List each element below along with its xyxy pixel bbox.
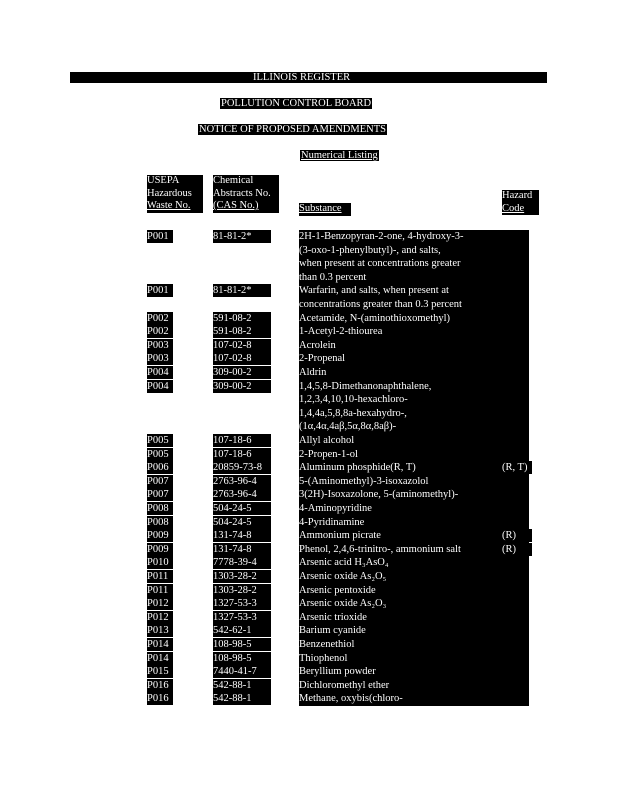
cas-number-cell: 107-02-8 (213, 339, 271, 352)
waste-code-cell: P015 (147, 665, 173, 678)
substance-line: Allyl alcohol (299, 435, 355, 446)
substance-line: 4-Aminopyridine (299, 503, 372, 514)
column-header-usepa (147, 175, 203, 213)
cas-number-cell: 2763-96-4 (213, 488, 271, 501)
substance-line: than 0.3 percent (299, 271, 367, 283)
cas-number-cell: 108-98-5 (213, 638, 271, 651)
column-header-line: Code (502, 202, 525, 214)
substance-line: Arsenic trioxide (299, 611, 367, 623)
substance-line: 1-Acetyl-2-thiourea (299, 326, 383, 338)
column-header-line: Hazardous (147, 187, 192, 199)
cas-number-cell: 1327-53-3 (213, 597, 271, 610)
hazard-code-cell: (R, T) (502, 461, 532, 474)
register-title: ILLINOIS REGISTER (253, 72, 351, 83)
substance-line: 5-(Aminomethyl)-3-isoxazolol (299, 475, 429, 487)
waste-code-cell: P002 (147, 325, 173, 338)
substance-line: Aluminum phosphide(R, T) (299, 462, 416, 474)
substance-line: 2-Propenal (299, 353, 346, 365)
waste-code-cell: P011 (147, 570, 173, 583)
cas-number-cell: 542-88-1 (213, 692, 271, 705)
waste-code-cell: P004 (147, 380, 173, 393)
cas-number-cell: 108-98-5 (213, 652, 271, 665)
waste-code-cell: P004 (147, 366, 173, 379)
cas-number-cell: 591-08-2 (213, 312, 271, 325)
waste-code-cell: P007 (147, 488, 173, 501)
cas-number-cell: 1327-53-3 (213, 611, 271, 624)
notice-title: NOTICE OF PROPOSED AMENDMENTS (199, 124, 386, 135)
cas-number-cell: 81-81-2* (213, 284, 271, 297)
substance-line: Acrolein (299, 339, 336, 351)
substance-line: Arsenic acid H₃AsO₄ (299, 557, 389, 569)
cas-number-cell: 1303-28-2 (213, 584, 271, 597)
column-header-line: USEPA (147, 175, 180, 186)
cas-number-cell: 542-62-1 (213, 624, 271, 637)
cas-number-cell: 81-81-2* (213, 230, 271, 243)
substance-line: Thiophenol (299, 652, 348, 664)
column-header-cas (213, 175, 279, 213)
substance-line: 1,4,4a,5,8,8a-hexahydro-, (299, 407, 407, 419)
hazard-code-cell: (R) (502, 543, 532, 556)
waste-code-cell: P006 (147, 461, 173, 474)
substance-line: Beryllium powder (299, 666, 376, 678)
waste-code-cell: P008 (147, 502, 173, 515)
substance-line: Arsenic oxide As₂O₅ (299, 571, 387, 582)
substance-line: Methane, oxybis(chloro- (299, 693, 403, 705)
waste-code-cell: P003 (147, 352, 173, 365)
cas-number-cell: 107-18-6 (213, 434, 271, 447)
hazard-code-cell: (R) (502, 529, 532, 542)
waste-code-cell: P013 (147, 624, 173, 637)
waste-code-cell: P007 (147, 475, 173, 488)
cas-number-cell: 1303-28-2 (213, 570, 271, 583)
substance-line: Warfarin, and salts, when present at (299, 285, 449, 297)
column-header-hazard (502, 190, 539, 215)
substance-line: 1,2,3,4,10,10-hexachloro- (299, 394, 408, 406)
cas-number-cell: 591-08-2 (213, 325, 271, 338)
substance-line: Ammonium picrate (299, 530, 381, 542)
waste-code-cell: P009 (147, 529, 173, 542)
waste-code-cell: P009 (147, 543, 173, 556)
waste-code-cell: P014 (147, 652, 173, 665)
column-header-line: Waste No. (147, 200, 191, 211)
cas-number-cell: 542-88-1 (213, 679, 271, 692)
waste-code-cell: P016 (147, 679, 173, 692)
substance-line: 3(2H)-Isoxazolone, 5-(aminomethyl)- (299, 489, 459, 501)
cas-number-cell: 7440-41-7 (213, 665, 271, 678)
cas-number-cell: 131-74-8 (213, 543, 271, 556)
cas-number-cell: 131-74-8 (213, 529, 271, 542)
substance-line: (1α,4α,4aβ,5α,8α,8aβ)- (299, 421, 397, 433)
cas-number-cell: 20859-73-8 (213, 461, 271, 474)
cas-number-cell: 2763-96-4 (213, 475, 271, 488)
substance-line: Phenol, 2,4,6-trinitro-, ammonium salt (299, 543, 461, 555)
waste-code-cell: P005 (147, 448, 173, 461)
column-header-line: Abstracts No. (213, 187, 271, 199)
substance-line: Acetamide, N-(aminothioxomethyl) (299, 312, 451, 324)
waste-code-cell: P011 (147, 584, 173, 597)
substance-line: 4-Pyridinamine (299, 516, 365, 528)
waste-code-cell: P005 (147, 434, 173, 447)
waste-code-cell: P002 (147, 312, 173, 325)
substance-line: Barium cyanide (299, 625, 366, 637)
cas-number-cell: 107-02-8 (213, 352, 271, 365)
substance-line: Dichloromethyl ether (299, 679, 390, 691)
waste-code-cell: P001 (147, 230, 173, 243)
column-header-line: (CAS No.) (213, 200, 259, 211)
waste-code-cell: P003 (147, 339, 173, 352)
cas-number-cell: 504-24-5 (213, 516, 271, 529)
cas-number-cell: 107-18-6 (213, 448, 271, 461)
waste-code-cell: P010 (147, 556, 173, 569)
substance-line: 2-Propen-1-ol (299, 448, 358, 460)
substance-line: Aldrin (299, 367, 327, 378)
column-header-line: Hazard (502, 190, 533, 201)
substance-line: Benzenethiol (299, 639, 355, 650)
waste-code-cell: P008 (147, 516, 173, 529)
waste-code-cell: P001 (147, 284, 173, 297)
listing-title: Numerical Listing (301, 150, 378, 161)
waste-code-cell: P014 (147, 638, 173, 651)
cas-number-cell: 7778-39-4 (213, 556, 271, 569)
substance-line: concentrations greater than 0.3 percent (299, 299, 462, 310)
waste-code-cell: P012 (147, 611, 173, 624)
substance-line: 2H-1-Benzopyran-2-one, 4-hydroxy-3- (299, 231, 464, 242)
column-header-substance: Substance (299, 203, 351, 216)
cas-number-cell: 309-00-2 (213, 366, 271, 379)
substance-line: when present at concentrations greater (299, 258, 461, 270)
substance-line: Arsenic pentoxide (299, 584, 376, 596)
substance-line: Arsenic oxide As₂O₃ (299, 598, 387, 610)
waste-code-cell: P016 (147, 692, 173, 705)
board-title: POLLUTION CONTROL BOARD (221, 98, 372, 109)
substance-line: 1,4,5,8-Dimethanonaphthalene, (299, 380, 432, 392)
cas-number-cell: 504-24-5 (213, 502, 271, 515)
cas-number-cell: 309-00-2 (213, 380, 271, 393)
waste-code-cell: P012 (147, 597, 173, 610)
column-header-line: Chemical (213, 175, 254, 186)
substance-line: (3-oxo-1-phenylbutyl)-, and salts, (299, 244, 441, 256)
